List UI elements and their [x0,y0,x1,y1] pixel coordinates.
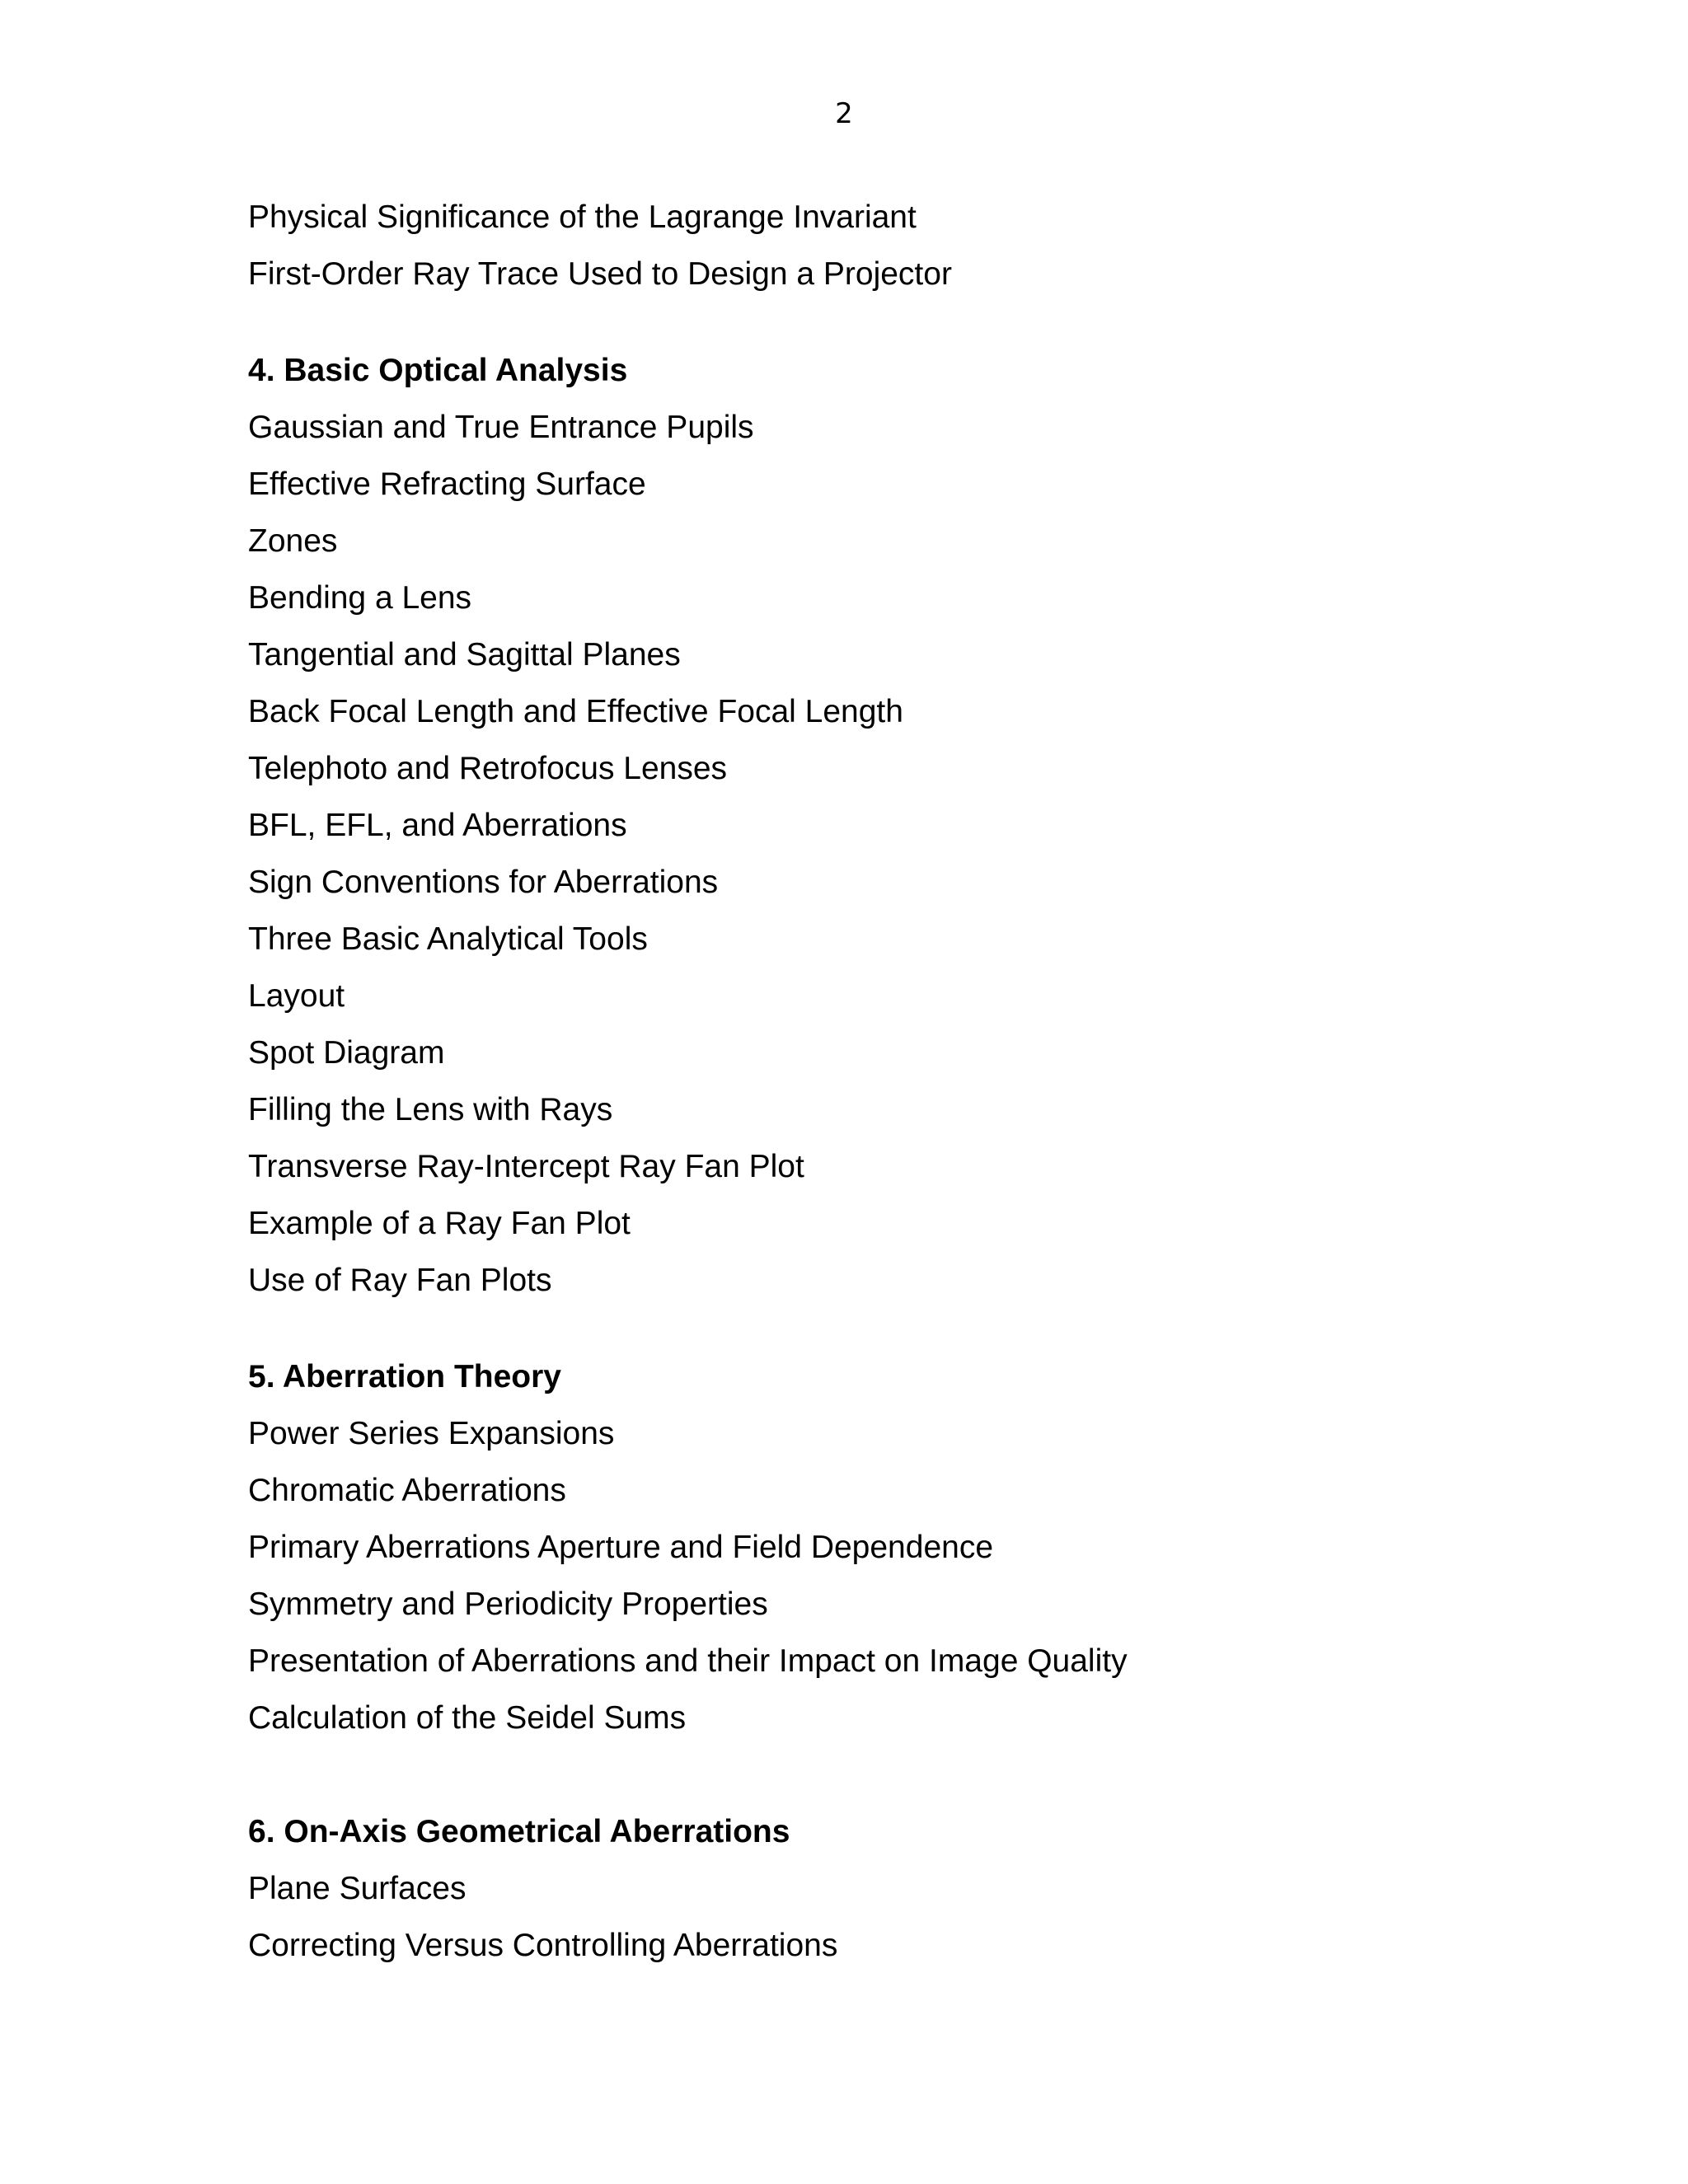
toc-line: Use of Ray Fan Plots [248,1263,552,1298]
chapter-6-section [248,1809,1567,1980]
toc-line: Three Basic Analytical Tools [248,921,648,957]
toc-line: First-Order Ray Trace Used to Design a Projector [248,256,952,292]
toc-line: Back Focal Length and Effective Focal Length [248,694,903,729]
toc-line: Filling the Lens with Rays [248,1092,613,1127]
toc-line: Correcting Versus Controlling Aberrations [248,1928,838,1963]
toc-line: Gaussian and True Entrance Pupils [248,410,754,445]
toc-line: Telephoto and Retrofocus Lenses [248,751,728,786]
toc-line: Transverse Ray-Intercept Ray Fan Plot [248,1149,804,1184]
toc-line: Calculation of the Seidel Sums [248,1700,687,1736]
toc-line: Symmetry and Periodicity Properties [248,1586,768,1622]
toc-line: BFL, EFL, and Aberrations [248,808,627,843]
chapter-heading: 6. On-Axis Geometrical Aberrations [248,1814,790,1849]
toc-line: Bending a Lens [248,580,472,616]
toc-line: Physical Significance of the Lagrange Invariant [248,199,917,235]
toc-line: Layout [248,978,345,1014]
toc-line: Spot Diagram [248,1035,445,1071]
intro-section [248,194,1567,308]
chapter-5-section [248,1354,1567,1752]
table-of-contents [248,194,1567,1980]
toc-line: Chromatic Aberrations [248,1473,566,1508]
toc-line: Power Series Expansions [248,1416,615,1451]
toc-line: Tangential and Sagittal Planes [248,637,681,673]
toc-line: Presentation of Aberrations and their Impact on Image Quality [248,1643,1128,1679]
chapter-heading: 5. Aberration Theory [248,1359,561,1394]
toc-line: Example of a Ray Fan Plot [248,1206,631,1241]
toc-line: Plane Surfaces [248,1871,467,1906]
toc-line: Zones [248,523,338,559]
toc-line: Sign Conventions for Aberrations [248,865,719,900]
toc-line: Effective Refracting Surface [248,466,646,502]
chapter-4-section [248,348,1567,1315]
toc-line: Primary Aberrations Aperture and Field Dependence [248,1530,994,1565]
page-number: 2 [835,97,853,130]
chapter-heading: 4. Basic Optical Analysis [248,353,628,388]
